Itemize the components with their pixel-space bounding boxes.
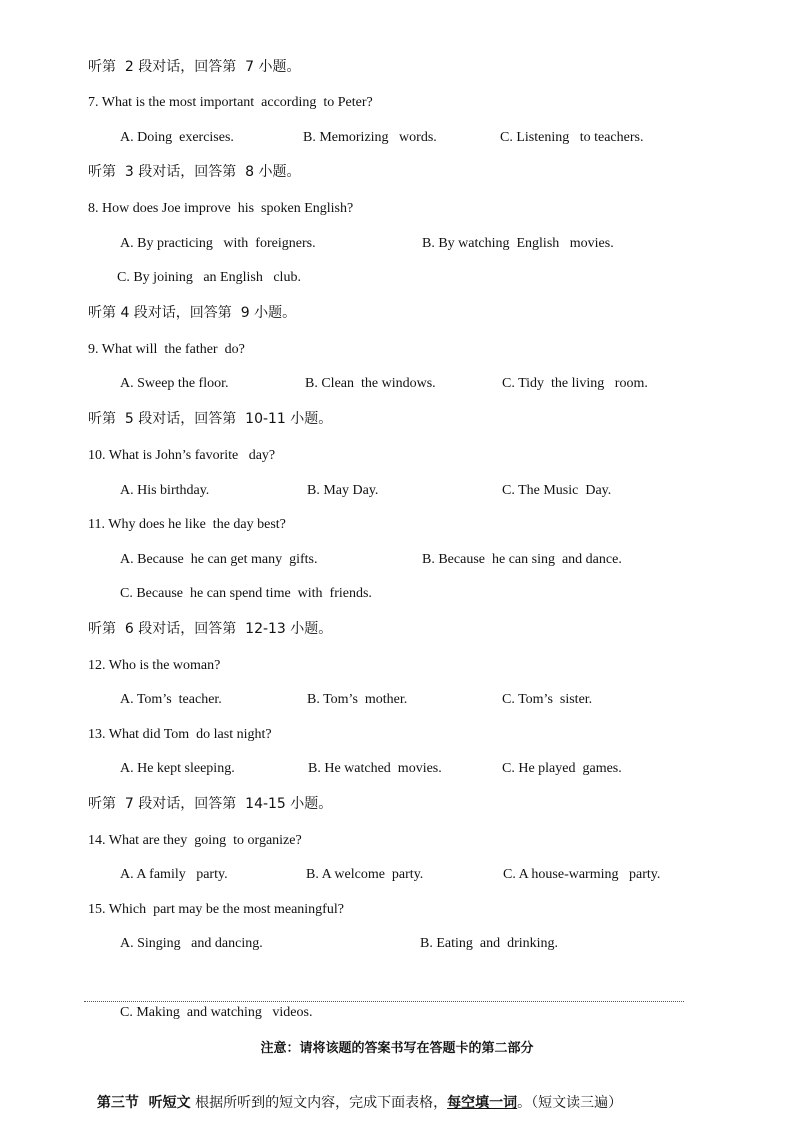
option-9b: B. Clean the windows.: [305, 376, 436, 391]
option-10a: A. His birthday.: [120, 483, 210, 498]
option-15a: A. Singing and dancing.: [120, 936, 263, 951]
section-heading-4: 听第 4 段对话，回答第 9 小题。: [88, 305, 297, 321]
option-11b: B. Because he can sing and dance.: [422, 552, 622, 567]
option-15c: C. Making and watching videos.: [120, 1005, 313, 1020]
option-8b: B. By watching English movies.: [422, 236, 614, 251]
question-stem-8: 8. How does Joe improve his spoken English?: [88, 201, 354, 216]
question-stem-7: 7. What is the most important according to Peter?: [88, 95, 373, 110]
part3-instruction: [88, 1076, 622, 1112]
section-heading-3: 听第 3 段对话，回答第 8 小题。: [88, 164, 301, 180]
question-stem-10: 10. What is John’s favorite day?: [88, 448, 276, 463]
option-14c: C. A house-warming party.: [503, 867, 661, 882]
option-12c: C. Tom’s sister.: [502, 692, 593, 707]
option-13b: B. He watched movies.: [308, 761, 442, 776]
page-break-divider: [84, 1001, 684, 1002]
answer-notice: 注意：请将该题的答案书写在答题卡的第二部分: [260, 1041, 534, 1056]
part3-text-after: 。（短文读三遍）: [517, 1095, 623, 1111]
question-stem-11: 11. Why does he like the day best?: [88, 517, 286, 532]
part3-label: 第三节 听短文: [96, 1095, 191, 1111]
option-11c: C. Because he can spend time with friends.: [120, 586, 372, 601]
option-8c: C. By joining an English club.: [117, 270, 301, 285]
option-15b: B. Eating and drinking.: [420, 936, 559, 951]
option-7c: C. Listening to teachers.: [500, 130, 644, 145]
section-heading-5: 听第 5 段对话，回答第 10-11 小题。: [88, 411, 333, 427]
option-12b: B. Tom’s mother.: [307, 692, 408, 707]
section-heading-2: 听第 2 段对话，回答第 7 小题。: [88, 59, 301, 75]
option-9c: C. Tidy the living room.: [502, 376, 648, 391]
section-heading-6: 听第 6 段对话，回答第 12-13 小题。: [88, 621, 333, 637]
option-10c: C. The Music Day.: [502, 483, 612, 498]
question-stem-14: 14. What are they going to organize?: [88, 833, 302, 848]
option-14b: B. A welcome party.: [306, 867, 424, 882]
option-13c: C. He played games.: [502, 761, 622, 776]
option-9a: A. Sweep the floor.: [120, 376, 229, 391]
option-12a: A. Tom’s teacher.: [120, 692, 222, 707]
option-11a: A. Because he can get many gifts.: [120, 552, 318, 567]
option-7a: A. Doing exercises.: [120, 130, 234, 145]
option-10b: B. May Day.: [307, 483, 379, 498]
option-13a: A. He kept sleeping.: [120, 761, 235, 776]
option-14a: A. A family party.: [120, 867, 228, 882]
question-stem-15: 15. Which part may be the most meaningful?: [88, 902, 344, 917]
question-stem-9: 9. What will the father do?: [88, 342, 245, 357]
question-stem-13: 13. What did Tom do last night?: [88, 727, 272, 742]
option-8a: A. By practicing with foreigners.: [120, 236, 316, 251]
option-7b: B. Memorizing words.: [303, 130, 437, 145]
section-heading-7: 听第 7 段对话，回答第 14-15 小题。: [88, 796, 333, 812]
question-stem-12: 12. Who is the woman?: [88, 658, 221, 673]
part3-text-before: 根据所听到的短文内容，完成下面表格，: [190, 1095, 448, 1111]
part3-emphasis: 每空填一词: [447, 1095, 518, 1111]
